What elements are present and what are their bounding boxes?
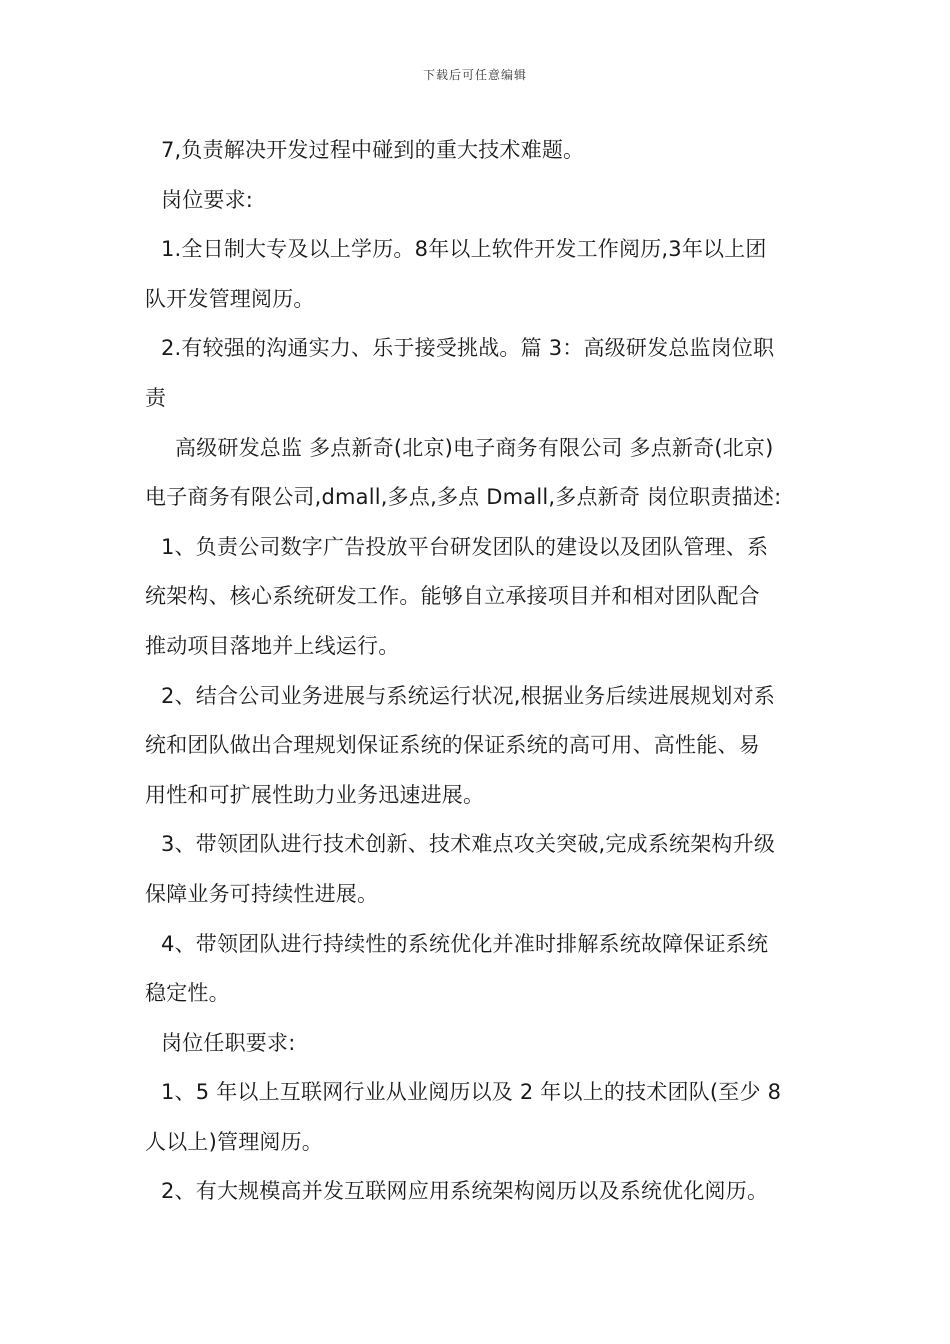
section-heading: 岗位要求:: [161, 187, 254, 212]
document-body: [145, 126, 810, 1217]
paragraph-line: 电子商务有限公司,dmall,多点,多点 Dmall,多点新奇 岗位职责描述:: [145, 485, 782, 510]
paragraph-line: 推动项目落地并上线运行。: [145, 633, 400, 658]
paragraph-line: 用性和可扩展性助力业务迅速进展。: [145, 782, 485, 807]
paragraph-line: 人以上)管理阅历。: [145, 1129, 323, 1154]
paragraph-line: 2、结合公司业务进展与系统运行状况,根据业务后续进展规划对系: [161, 683, 776, 708]
paragraph-line: 1、负责公司数字广告投放平台研发团队的建设以及团队管理、系: [161, 534, 769, 559]
paragraph-line: 2.有较强的沟通实力、乐于接受挑战。篇 3：高级研发总监岗位职: [161, 336, 775, 361]
paragraph-line: 统和团队做出合理规划保证系统的保证系统的高可用、高性能、易: [145, 733, 760, 758]
paragraph-line: 保障业务可持续性进展。: [145, 881, 379, 906]
header-note: 下载后可任意编辑: [422, 68, 527, 82]
paragraph-line: 责: [145, 385, 167, 410]
paragraph-line: 3、带领团队进行技术创新、技术难点攻关突破,完成系统架构升级: [161, 832, 776, 857]
paragraph-line: 2、有大规模高并发互联网应用系统架构阅历以及系统优化阅历。: [161, 1179, 769, 1204]
paragraph-line: 7,负责解决开发过程中碰到的重大技术难题。: [161, 138, 585, 162]
paragraph-line: 统架构、核心系统研发工作。能够自立承接项目并和相对团队配合: [145, 584, 760, 609]
paragraph-line: 高级研发总监 多点新奇(北京)电子商务有限公司 多点新奇(北京): [175, 435, 774, 460]
paragraph-line: 1.全日制大专及以上学历。8年以上软件开发工作阅历,3年以上团: [161, 237, 767, 262]
paragraph-line: 1、5 年以上互联网行业从业阅历以及 2 年以上的技术团队(至少 8: [161, 1080, 782, 1105]
paragraph-line: 稳定性。: [145, 981, 230, 1006]
section-heading: 岗位任职要求:: [161, 1030, 296, 1055]
paragraph-line: 队开发管理阅历。: [145, 286, 315, 311]
paragraph-line: 4、带领团队进行持续性的系统优化并准时排解系统故障保证系统: [161, 931, 769, 956]
